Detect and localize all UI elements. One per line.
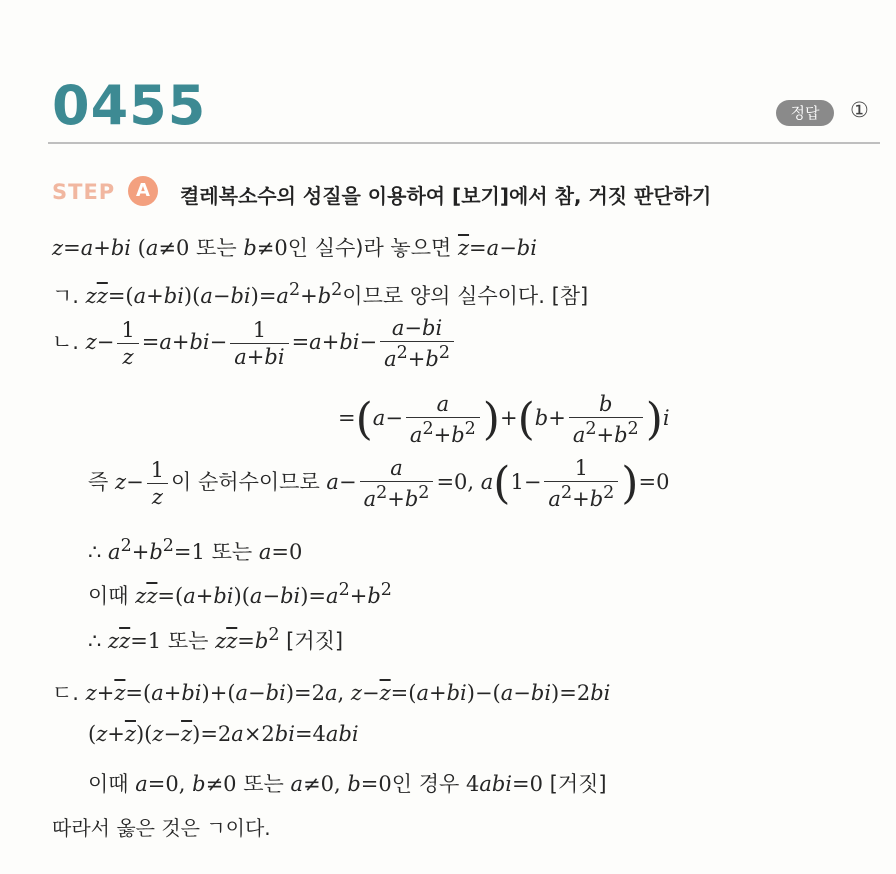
solution-line-3: ㄴ. z− $\frac{1}{z}$ =a+bi− $\frac{1}{a+bi}$ =a+bi− $\frac{a-bi}{a^2+b^2}$ [52,316,457,371]
solution-line-8: ∴ $z\overline{z}=1$ 또는 $z\overline{z}=b^2$ [거짓] [88,625,344,653]
solution-line-9: ㄷ. $z+\overline{z}=(a+bi)+(a-bi)=2a$, $z-\overline{z}=(a+bi)-(a-bi)=2bi$ [52,681,611,705]
solution-line-5: 즉 z− $\frac{1}{z}$ 이 순허수이므로 a− $\frac{a}{a^2+b^2}$ =0, a(1− $\frac{1}{a^2+b^2}$ )=0 [88,456,670,511]
solution-line-4: =(a− $\frac{a}{a^2+b^2}$ )+(b+ $\frac{b}{a^2+b^2}$ )i [338,392,670,447]
solution-line-11: 이때 a=0, b≠0 또는 a≠0, b=0인 경우 4abi=0 [거짓] [88,772,607,796]
header-divider [48,142,880,144]
solution-line-2: ㄱ. $z\overline{z}=(a+bi)(a-bi)=a^2+b^2$이므로 양의 실수이다. [참] [52,280,589,308]
solution-line-12: 따라서 옳은 것은 ㄱ이다. [52,816,271,840]
solution-line-10: $(z+\overline{z})(z-\overline{z})=2a\times 2bi=4abi$ [88,722,359,746]
solution-line-6: ∴ $a^2+b^2=1$ 또는 a=0 [88,536,303,564]
answer-value: ① [850,98,869,122]
step-title: 켤레복소수의 성질을 이용하여 [보기]에서 참, 거짓 판단하기 [180,184,712,208]
solution-line-7: 이때 $z\overline{z}=(a+bi)(a-bi)=a^2+b^2$ [88,580,392,608]
answer-badge: 정답 [776,100,834,126]
solution-line-1: z=a+bi (a≠0 또는 b≠0인 실수)라 놓으면 $\overline{z}=a-bi$ [52,236,537,260]
problem-number: 0455 [52,74,207,137]
step-label: STEP [52,180,116,204]
step-badge: A [128,176,158,206]
